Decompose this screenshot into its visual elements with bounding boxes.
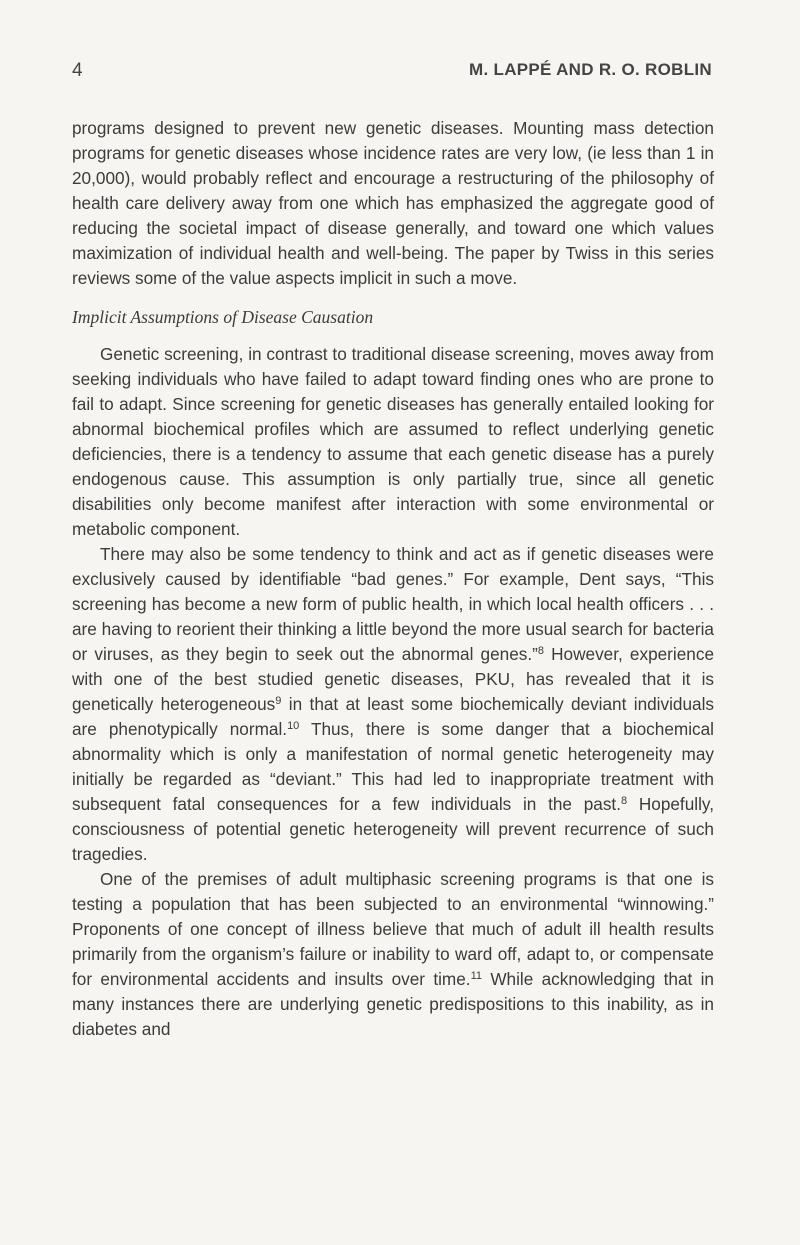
running-head: M. LAPPÉ AND R. O. ROBLIN [469, 60, 712, 79]
paragraph-4-text-a: One of the premises of adult multiphasic screening programs is that one is testing a population that has been subjected to an environmental “winnowing.” Proponents of one concept of illness believe that much of adult ill health results primarily from the organism’s failure or inability to ward off, adapt to, or compensate for environmental accidents and insults over time. [72, 869, 714, 989]
reference-mark: 10 [287, 720, 300, 732]
paragraph-1: programs designed to prevent new genetic diseases. Mounting mass detection programs for genetic diseases whose incidence rates are very low, (ie less than 1 in 20,000), would probably reflect and encourage a restructuring of the philosophy of health care delivery away from one which has emphasized the aggregate good of reducing the societal impact of disease generally, and toward one which values maximization of individual health and well-being. The paper by Twiss in this series reviews some of the value aspects implicit in such a move. [72, 118, 714, 288]
reference-mark: 8 [537, 645, 545, 657]
reference-mark: 8 [620, 795, 628, 807]
paragraph-3-text-e: Hopefully, consciousness of potential genetic heterogeneity will prevent recurrence of such tragedies. [72, 794, 714, 864]
body-text [72, 116, 714, 1042]
paragraph-3-text-a: There may also be some tendency to think and act as if genetic diseases were exclusively caused by identifiable “bad genes.” For example, Dent says, “This screening has become a new form of public health, in which local health officers . . . are having to reorient their thinking a little beyond the more usual search for bacteria or viruses, as they begin to seek out the abnormal genes.” [72, 544, 714, 664]
paragraph-4-text-b: While acknowledging that in many instances there are underlying genetic predispositions to this inability, as in diabetes and [72, 969, 714, 1039]
section-heading: Implicit Assumptions of Disease Causation [72, 307, 374, 327]
paragraph-3-text-d: Thus, there is some danger that a biochemical abnormality which is only a manifestation of normal genetic heterogeneity may initially be regarded as “deviant.” This had led to inappropriate treatment with subsequent fatal consequences for a few individuals in the past. [72, 719, 714, 814]
paragraph-2: Genetic screening, in contrast to traditional disease screening, moves away from seeking individuals who have failed to adapt toward finding ones who are prone to fail to adapt. Since screening for genetic diseases has generally entailed looking for abnormal biochemical profiles which are assumed to reflect underlying genetic deficiencies, there is a tendency to assume that each genetic disease has a purely endogenous cause. This assumption is only partially true, since all genetic disabilities only become manifest after interaction with some environmental or metabolic component. [72, 344, 714, 539]
reference-mark: 9 [275, 695, 282, 707]
paragraph-4 [72, 867, 714, 1042]
reference-mark: 11 [470, 970, 482, 982]
paragraph-3 [72, 542, 714, 867]
page-number: 4 [72, 60, 83, 81]
paragraph-3-text-c: in that at least some biochemically deviant individuals are phenotypically normal. [72, 694, 715, 739]
paragraph-3-text-b: However, experience with one of the best studied genetic diseases, PKU, has revealed that it is genetically heterogeneous [72, 644, 714, 714]
